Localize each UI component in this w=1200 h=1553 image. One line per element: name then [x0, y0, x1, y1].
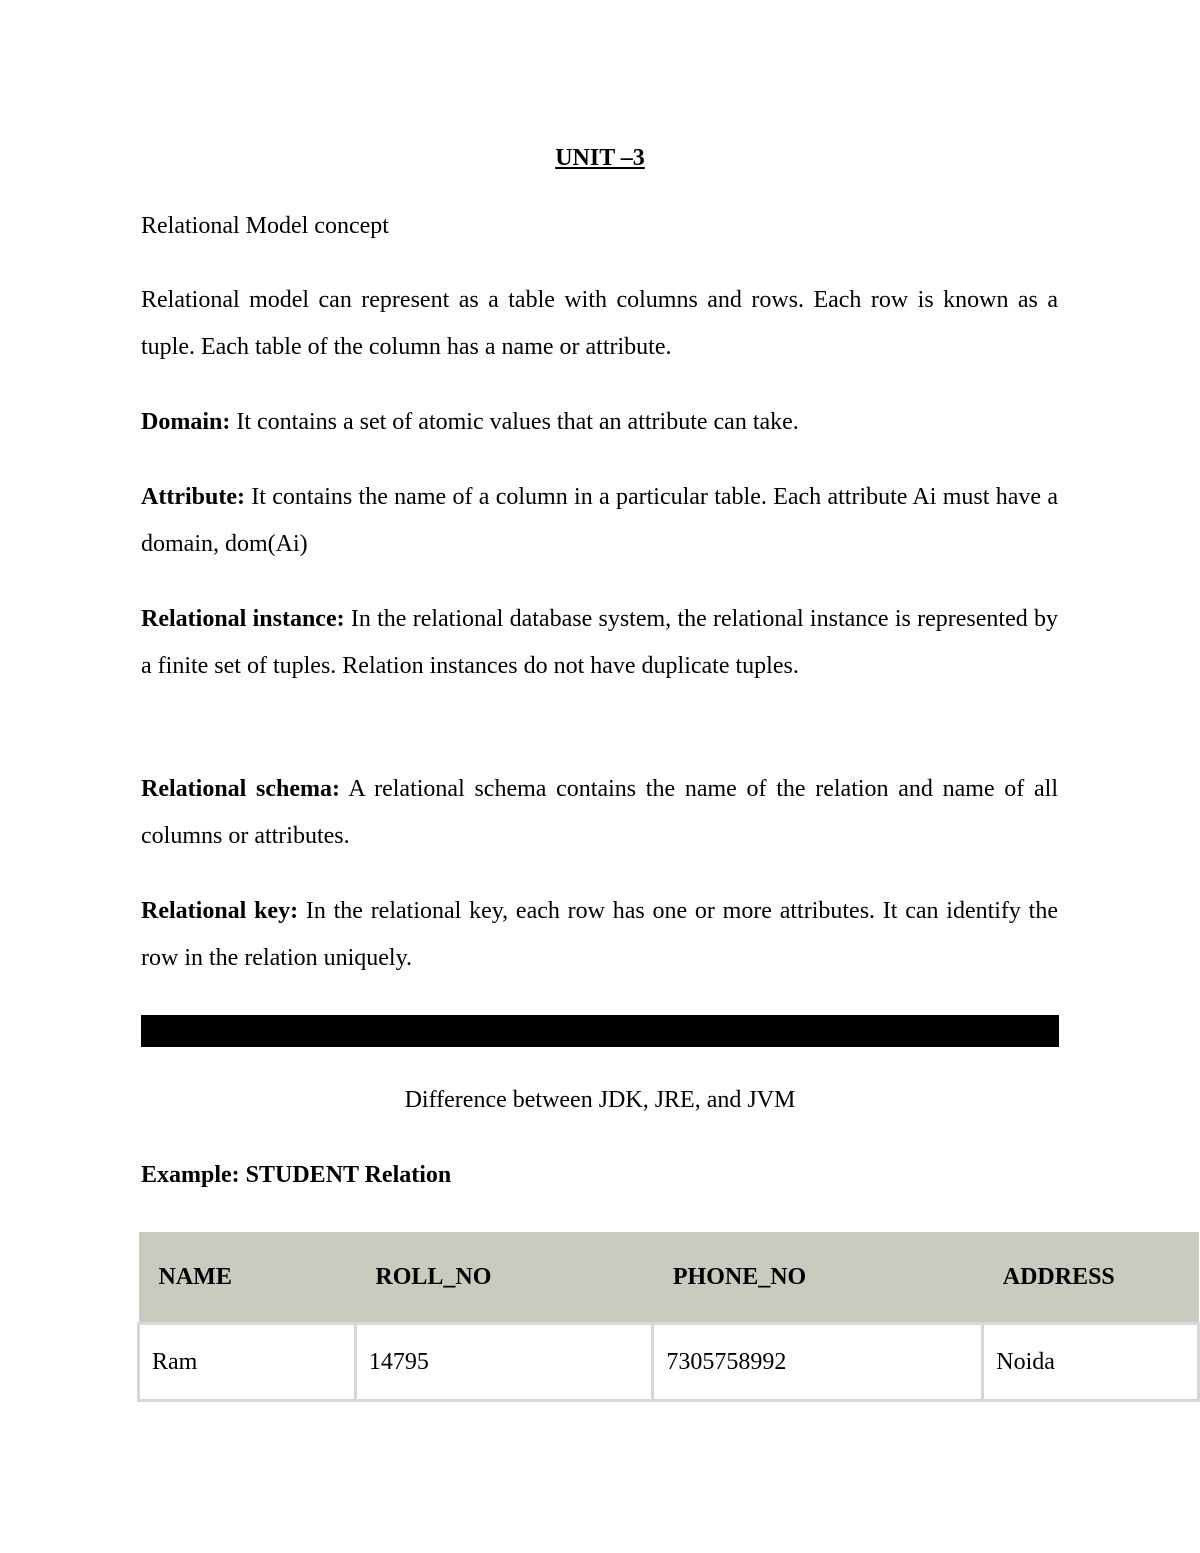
- table-cell: Noida: [983, 1324, 1199, 1401]
- definition-term: Attribute:: [141, 484, 245, 510]
- student-table: [137, 1232, 1200, 1402]
- definition-term: Domain:: [141, 409, 231, 435]
- intro-paragraph: Relational model can represent as a table with columns and rows. Each row is known as a tuple. Each table of the column has a name or attribute.: [141, 287, 1058, 360]
- table-row: [139, 1324, 1199, 1401]
- table-cell: Ram: [139, 1324, 356, 1401]
- definition-attribute: [141, 474, 1058, 568]
- definition-domain: [141, 399, 1058, 446]
- definition-text: In the relational database system, the relational instance is represented by a finite set of tuples. Relation instances do not have duplicate tuples.: [141, 606, 1058, 679]
- definition-text: It contains the name of a column in a particular table. Each attribute Ai must have a domain, dom(Ai): [141, 484, 1058, 557]
- column-header-phone-no: PHONE_NO: [653, 1232, 983, 1324]
- definition-relational-key: [141, 888, 1058, 982]
- redaction-bar: [141, 1015, 1059, 1047]
- definition-term: Relational instance:: [141, 606, 345, 632]
- example-heading: Example: STUDENT Relation: [141, 1162, 452, 1188]
- column-header-name: NAME: [139, 1232, 356, 1324]
- unit-title: UNIT –3: [555, 145, 645, 171]
- definition-term: Relational schema:: [141, 776, 341, 802]
- definition-text: A relational schema contains the name of the relation and name of all columns or attributes.: [141, 776, 1058, 849]
- definition-text: It contains a set of atomic values that an attribute can take.: [230, 409, 799, 435]
- definition-term: Relational key:: [141, 898, 299, 924]
- table-cell: 7305758992: [653, 1324, 983, 1401]
- table-header-row: [139, 1232, 1199, 1324]
- definition-relational-schema: [141, 766, 1058, 860]
- column-header-roll-no: ROLL_NO: [355, 1232, 652, 1324]
- table-cell: 14795: [355, 1324, 652, 1401]
- section-heading: Relational Model concept: [141, 213, 389, 239]
- column-header-address: ADDRESS: [983, 1232, 1199, 1324]
- caption: Difference between JDK, JRE, and JVM: [404, 1087, 796, 1113]
- definition-relational-instance: [141, 596, 1058, 690]
- definition-text: In the relational key, each row has one or more attributes. It can identify the row in the relation uniquely.: [141, 898, 1059, 971]
